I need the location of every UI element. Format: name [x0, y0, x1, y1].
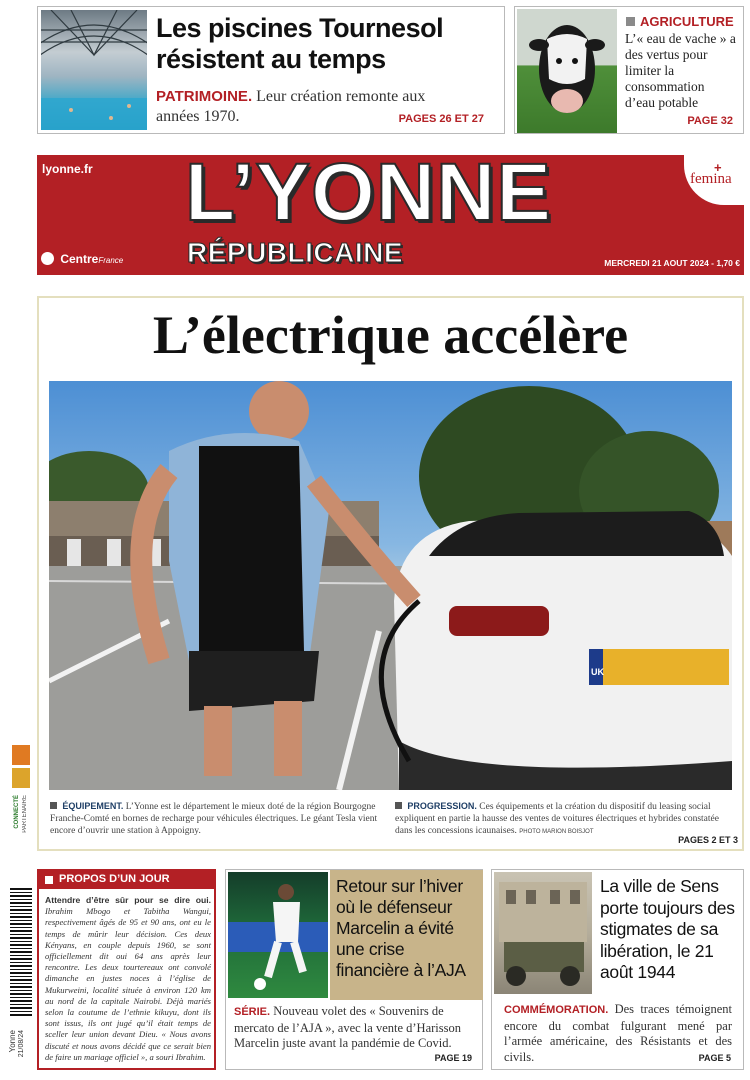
agri-page: PAGE 32	[687, 115, 733, 127]
caption-left	[50, 800, 390, 837]
caption-left-text: L’Yonne est le département le mieux doté de la région Bourgogne Franche-Comté en bornes de recharge pour véhicules électriques. Le géant Tesla vient encore d’ouvrir une station à Appoigny.	[50, 802, 378, 836]
propos-header	[39, 871, 214, 889]
barcode	[10, 888, 32, 1018]
centre-icon	[41, 252, 54, 265]
sens-headline[interactable]: La ville de Sens porte toujours des stigmates de sa libération, le 21 août 1944	[600, 876, 735, 982]
date-price: MERCREDI 21 AOUT 2024 - 1,70 €	[604, 258, 740, 268]
caption-right-text: Ces équipements et la création du dispositif du leasing social expliquent en partie la hausse des ventes de voitures électriques et hybrides constatée dans les concessions icaunaises.	[395, 802, 719, 836]
headline-piscines[interactable]: Les piscines Tournesol résistent au temps	[156, 13, 444, 74]
masthead-subtitle: RÉPUBLICAINE	[187, 237, 404, 268]
sidebar-label-2: PARTENAIRE	[22, 795, 28, 833]
propos-square-icon	[45, 876, 53, 884]
photo-credit: PHOTO MARION BOISJOT	[519, 829, 594, 835]
caption-square-icon	[50, 802, 57, 809]
lead-headline[interactable]: L’électrique accélère	[152, 305, 629, 365]
lead-photo	[49, 381, 732, 790]
teaser-agriculture[interactable]	[514, 6, 744, 134]
femina-label: femina	[690, 171, 732, 187]
propos-box[interactable]	[37, 869, 216, 1070]
football-page: PAGE 19	[434, 1053, 472, 1063]
lead-pages: PAGES 2 ET 3	[678, 835, 738, 845]
sidebar-label-1: CONNECTÉ	[14, 795, 20, 829]
sticker-2	[12, 768, 30, 788]
kicker-serie: SÉRIE.	[234, 1006, 271, 1018]
site-url[interactable]: lyonne.fr	[42, 162, 93, 176]
teaser-sens[interactable]	[491, 869, 744, 1070]
propos-label: PROPOS D’UN JOUR	[59, 873, 170, 885]
kicker-commemoration: COMMÉMORATION.	[504, 1004, 609, 1016]
caption-right-kicker: PROGRESSION.	[407, 801, 477, 811]
caption-square-icon	[395, 802, 402, 809]
agri-square-icon	[626, 17, 635, 26]
cow-photo	[517, 9, 617, 133]
propos-lead: Attendre d’être sûr pour se dire oui.	[45, 895, 211, 905]
pool-photo	[41, 10, 147, 130]
teaser-body: Leur création remonte aux années 1970.	[156, 88, 426, 125]
propos-body: Ibrahim Mbogo et Tabitha Wangui, respectivement âgés de 95 et 90 ans, ont eu le temps de mûrir leur décision. Ces deux Kényans, en couple depuis 1960, se sont officiellement dit oui 64 ans après leur rencontre. Les deux tourtereaux ont convolé dimanche en justes noces à l’église de Mukurweini, localité située à environ 120 km au nord de la capitale Nairobi. Déjà mariés selon la coutume de l’ethnie kikuyu, dont ils sont issus, ils ont jugé qu’il était temps de sceller leur union devant Dieu. « Nous avons discuté et nous avons décidé que ce serait bien de faire un mariage officiel », a souri Ibrahim.	[45, 906, 211, 1062]
football-headline[interactable]: Retour sur l’hiver où le défenseur Marcelin a évité une crise financière à l’AJA	[336, 876, 466, 980]
masthead-title: L’YONNE	[185, 147, 552, 238]
football-photo	[228, 872, 328, 998]
caption-right	[395, 800, 735, 838]
teaser-piscines[interactable]	[37, 6, 505, 134]
sidebar-stickers	[12, 745, 30, 865]
caption-left-kicker: ÉQUIPEMENT.	[62, 801, 124, 811]
propos-text	[45, 895, 211, 1063]
sens-body: Des traces témoignent encore du combat fulgurant mené par l’armée américaine, des Résistants et des civils.	[504, 1002, 732, 1064]
agri-text: L’« eau de vache » a des vertus pour limiter la consommation d’eau potable	[625, 31, 736, 110]
teaser-football[interactable]	[225, 869, 483, 1070]
kicker-patrimoine: PATRIMOINE.	[156, 88, 253, 105]
license-plate-country: UK	[591, 667, 604, 677]
plus-icon: +	[714, 160, 722, 175]
centre-word: Centre	[60, 252, 99, 266]
barcode-label: Yonne	[8, 1030, 17, 1053]
kicker-agriculture: AGRICULTURE	[640, 14, 734, 29]
football-body: Nouveau volet des « Souvenirs de mercato de l’AJA », avec la vente d’Harisson Marcelin juste avant la pandémie de Covid.	[234, 1004, 462, 1050]
france-word: France	[98, 256, 124, 265]
issue-code: 21/08/24	[18, 1030, 25, 1058]
sens-photo	[494, 872, 592, 994]
sticker-1	[12, 745, 30, 765]
football-text	[234, 1004, 478, 1052]
pages-ref: PAGES 26 ET 27	[398, 113, 484, 125]
sens-page: PAGE 5	[698, 1053, 731, 1063]
centre-france-logo	[41, 252, 123, 266]
